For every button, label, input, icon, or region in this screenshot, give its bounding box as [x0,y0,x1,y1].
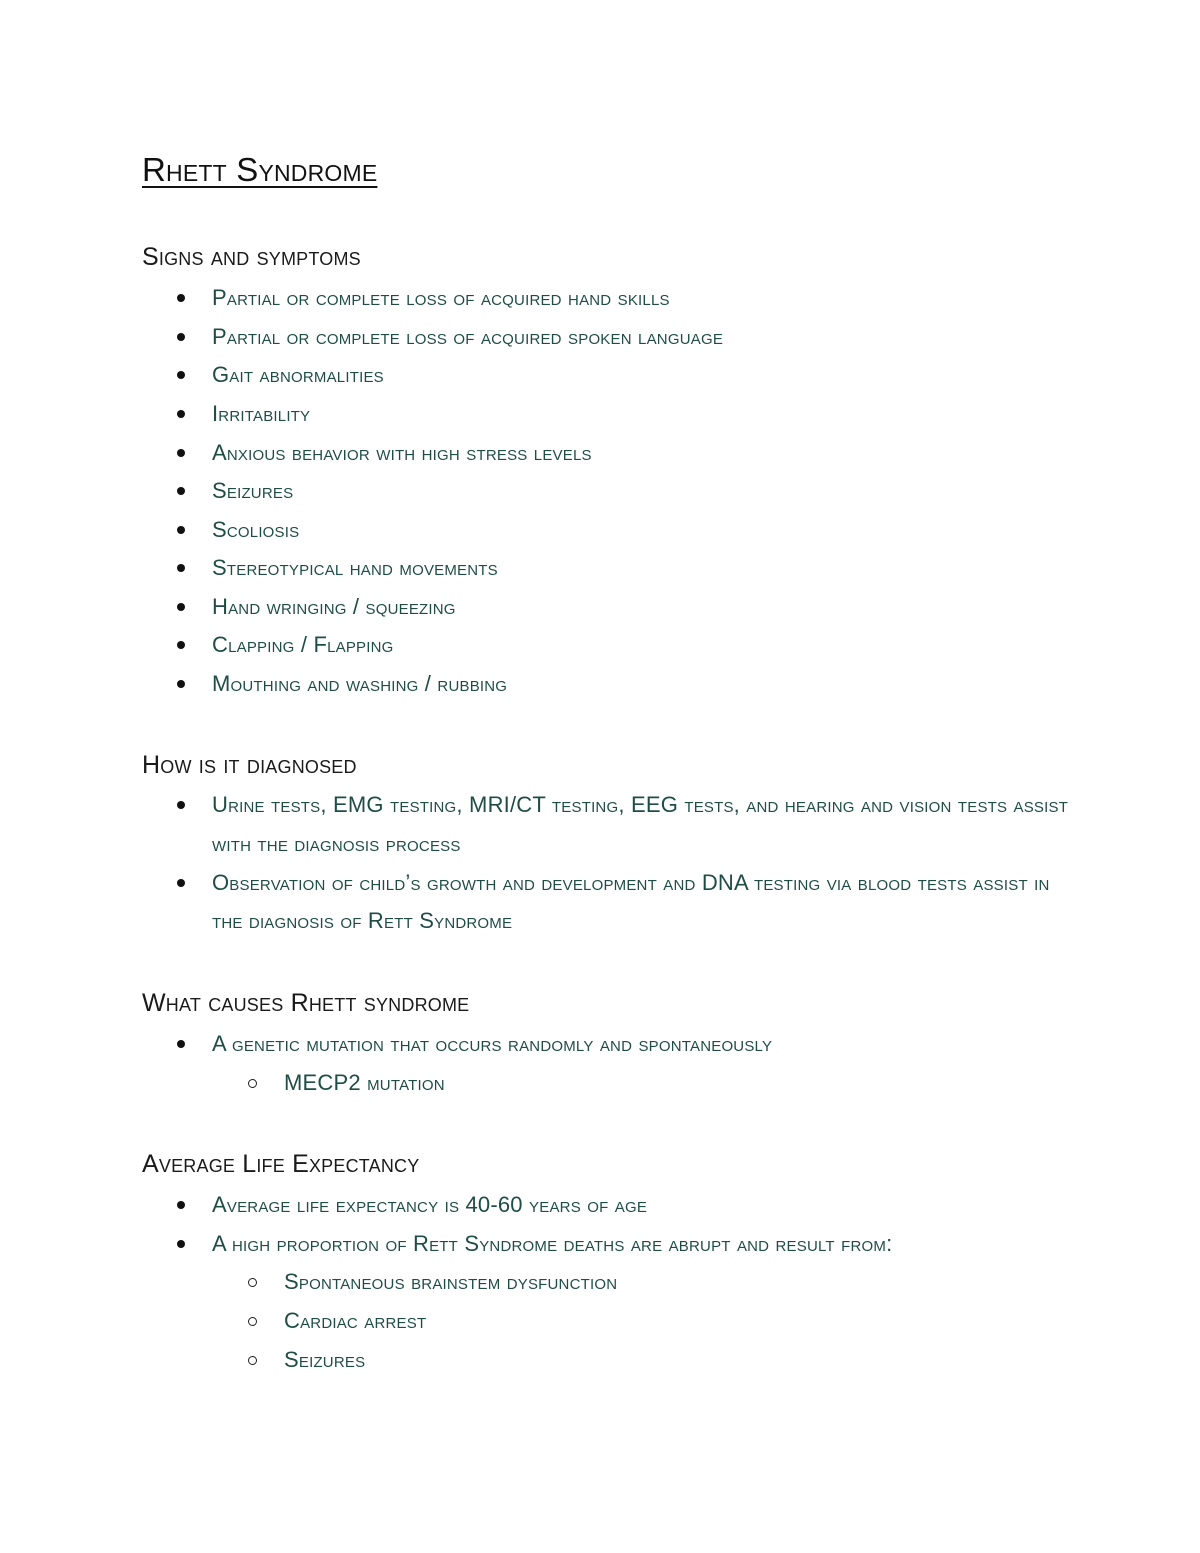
list-item: Gait abnormalities [212,362,384,387]
sub-list-item: Seizures [284,1347,366,1372]
list-item: Anxious behavior with high stress levels [212,440,592,465]
bullet-icon [177,371,185,379]
list-item: Irritability [212,401,311,426]
list-item: Hand wringing / squeezing [212,594,456,619]
bullet-icon [177,603,185,611]
hollow-bullet-icon [248,1356,257,1365]
list-item: Scoliosis [212,517,300,542]
section-heading-causes: What causes Rhett syndrome [142,989,470,1017]
bullet-icon [177,526,185,534]
document-title: Rhett Syndrome [142,151,378,188]
list-item-continuation: with the diagnosis process [212,831,461,856]
bullet-icon [177,879,185,887]
list-item-continuation: the diagnosis of Rett Syndrome [212,908,513,933]
hollow-bullet-icon [248,1317,257,1326]
list-item: Observation of child’s growth and development and DNA testing via blood tests assist in [212,870,1050,895]
bullet-icon [177,449,185,457]
list-item: A genetic mutation that occurs randomly and spontaneously [212,1031,773,1056]
hollow-bullet-icon [248,1079,257,1088]
bullet-icon [177,1040,185,1048]
section-heading-diagnosis: How is it diagnosed [142,751,357,779]
bullet-icon [177,333,185,341]
bullet-icon [177,680,185,688]
list-item: Partial or complete loss of acquired hand skills [212,285,670,310]
list-item: A high proportion of Rett Syndrome deaths are abrupt and result from: [212,1231,893,1256]
list-item: Mouthing and washing / rubbing [212,671,508,696]
sub-list-item: MECP2 mutation [284,1070,445,1095]
bullet-icon [177,641,185,649]
list-item: Average life expectancy is 40-60 years of age [212,1192,648,1217]
bullet-icon [177,294,185,302]
bullet-icon [177,564,185,572]
list-item: Seizures [212,478,294,503]
list-item: Urine tests, EMG testing, MRI/CT testing, EEG tests, and hearing and vision tests assist [212,792,1069,817]
section-heading-signs: Signs and symptoms [142,243,361,271]
list-item: Clapping / Flapping [212,632,394,657]
bullet-icon [177,487,185,495]
bullet-icon [177,1201,185,1209]
hollow-bullet-icon [248,1278,257,1287]
list-item: Stereotypical hand movements [212,555,498,580]
sub-list-item: Cardiac arrest [284,1308,427,1333]
section-heading-life-expectancy: Average Life Expectancy [142,1150,420,1178]
bullet-icon [177,1240,185,1248]
bullet-icon [177,801,185,809]
sub-list-item: Spontaneous brainstem dysfunction [284,1269,618,1294]
list-item: Partial or complete loss of acquired spoken language [212,324,724,349]
bullet-icon [177,410,185,418]
